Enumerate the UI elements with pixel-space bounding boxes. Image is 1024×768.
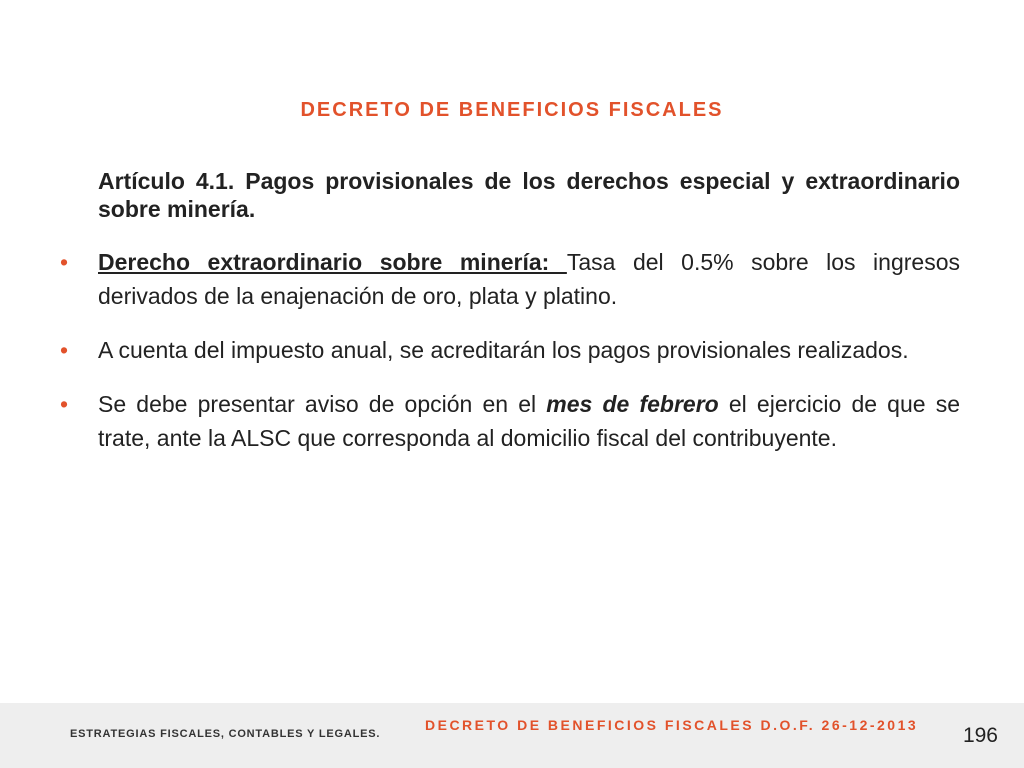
bullet-item bbox=[60, 387, 960, 455]
page-number: 196 bbox=[962, 724, 998, 747]
bullet-item bbox=[60, 245, 960, 313]
footer-bar bbox=[0, 703, 1024, 768]
footer-decree: DECRETO DE BENEFICIOS FISCALES D.O.F. 26-12-2013 bbox=[425, 717, 919, 733]
bullet-emphasis: mes de febrero bbox=[546, 391, 719, 417]
bullet-icon: • bbox=[60, 391, 69, 417]
bullet-text: Se debe presentar aviso de opción en el bbox=[98, 391, 547, 417]
bullet-text: Tasa del 0.5% sobre los ingresos derivados de la enajenación de oro, plata y platino. bbox=[98, 249, 960, 309]
bullet-item bbox=[60, 333, 960, 367]
bullet-list bbox=[60, 245, 960, 475]
article-heading: Artículo 4.1. Pagos provisionales de los derechos especial y extraordinario sobre minería. bbox=[98, 168, 960, 222]
brand-logo-text: ESTRATEGIAS FISCALES, CONTABLES Y LEGALES. bbox=[70, 728, 381, 740]
bullet-icon: • bbox=[60, 337, 69, 363]
bullet-text: el ejercicio de que se trate, ante la ALSC que corresponda al domicilio fiscal del contribuyente. bbox=[98, 391, 961, 451]
bullet-icon: • bbox=[60, 249, 69, 275]
slide-title: DECRETO DE BENEFICIOS FISCALES bbox=[300, 99, 724, 121]
bullet-text: A cuenta del impuesto anual, se acreditarán los pagos provisionales realizados. bbox=[98, 337, 909, 363]
bullet-emphasis: Derecho extraordinario sobre minería: bbox=[98, 249, 567, 275]
